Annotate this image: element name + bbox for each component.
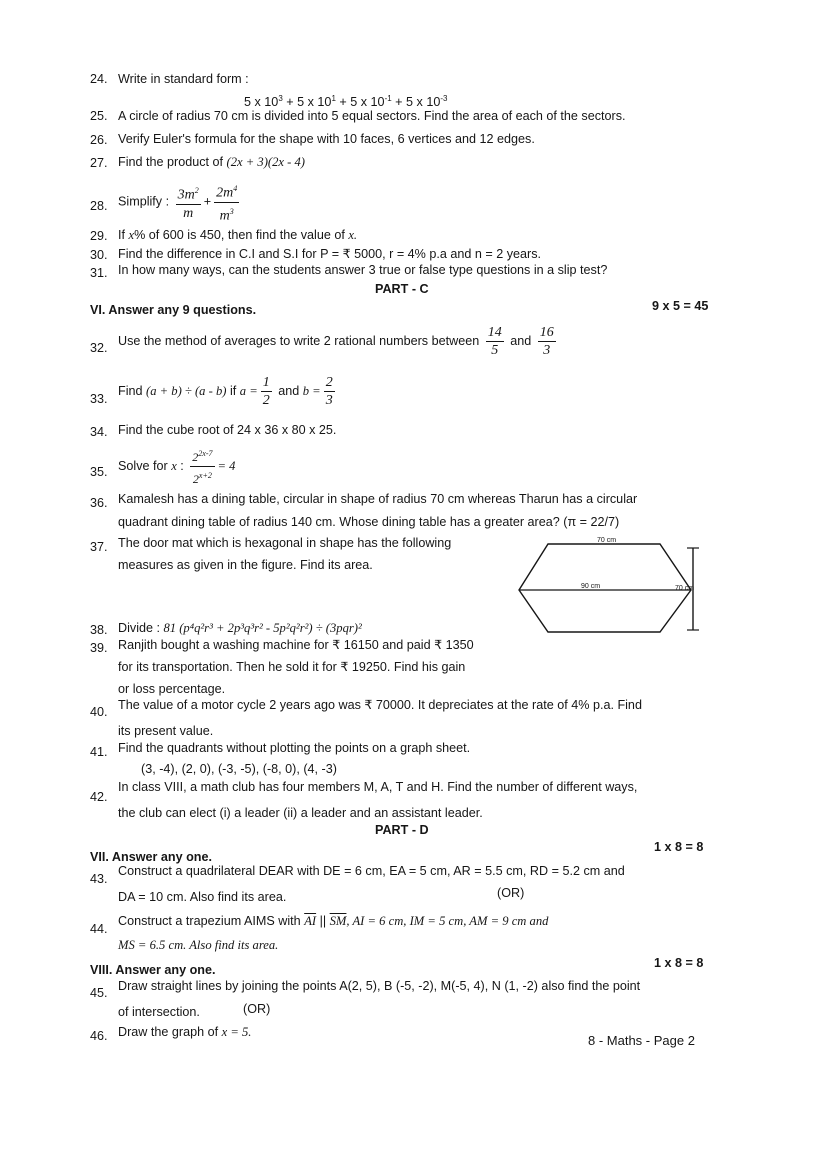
fraction: $\frac{3m^2}{m}$ [176,183,201,221]
question-text: or loss percentage. [118,682,226,696]
question-text: Construct a quadrilateral DEAR with DE = 6 cm, EA = 5 cm, AR = 5.5 cm, RD = 5.2 cm and [118,864,625,878]
question-text: Find the quadrants without plotting the points on a graph sheet. [118,741,471,755]
question-text: MS = 6.5 cm. Also find its area. [118,938,279,952]
question-number: 25. [90,109,108,123]
or-label: (OR) [243,1002,271,1016]
question-number: 27. [90,156,108,170]
or-label: (OR) [497,886,525,900]
question-text: Verify Euler's formula for the shape with 10 faces, 6 vertices and 12 edges. [118,132,535,146]
fraction: $\frac{2m^4}{m^3}$ [214,181,239,223]
section-marks: 1 x 8 = 8 [654,956,704,970]
section-title: PART - C [375,282,429,296]
page-footer: 8 - Maths - Page 2 [588,1033,695,1048]
question-text: In class VIII, a math club has four members M, A, T and H. Find the number of different ways, [118,780,638,794]
hexagon-outline [519,544,691,632]
question-text: The value of a motor cycle 2 years ago was ₹ 70000. It depreciates at the rate of 4% p.a. Find [118,698,642,712]
question-text: its present value. [118,724,214,738]
question-number: 35. [90,465,108,479]
question-text: Find the product of (2x + 3)(2x - 4) [118,155,305,169]
question-text: of intersection. [118,1005,200,1019]
section-marks: 9 x 5 = 45 [652,299,709,313]
question-number: 41. [90,745,108,759]
fraction: $\frac{14}{5}$ [487,325,502,359]
question-text: Solve for x : $\frac{2^{2x-7}}{2^{x+2}}$ = 4 [118,446,235,487]
fraction: $\frac{2}{3}$ [325,375,333,409]
figure-label-middle: 90 cm [581,583,601,590]
question-number: 39. [90,641,108,655]
question-number: 45. [90,986,108,1000]
question-number: 28. [90,199,108,213]
question-number: 26. [90,133,108,147]
question-number: 31. [90,266,108,280]
question-number: 37. [90,540,108,554]
question-text: for its transportation. Then he sold it for ₹ 19250. Find his gain [118,660,466,674]
question-text: The door mat which is hexagonal in shape has the following [118,536,452,550]
section-title: PART - D [375,823,429,837]
question-text: Draw straight lines by joining the points A(2, 5), B (-5, -2), M(-5, 4), N (1, -2) also find the point [118,979,641,993]
section-marks: 1 x 8 = 8 [654,840,704,854]
question-number: 43. [90,872,108,886]
standard-form-expression: 5 x $10^3 + 5$ x $10^1 + 5$ x $10^{-1} + 5$ x $10^{-3}$ [244,94,448,110]
question-number: 30. [90,248,108,262]
question-text: Divide : 81 (p⁴q²r³ + 2p³q³r² - 5p²q²r²) ÷ (3pqr)² [118,621,362,635]
question-number: 32. [90,341,108,355]
question-text: A circle of radius 70 cm is divided into 5 equal sectors. Find the area of each of the sectors. [118,109,626,123]
question-number: 44. [90,922,108,936]
question-number: 38. [90,623,108,637]
simplify-expression: Simplify : $\frac{3m^2}{m}$ + $\frac{2m^4}{m^3}$ [118,181,242,223]
question-number: 40. [90,705,108,719]
question-text: Kamalesh has a dining table, circular in shape of radius 70 cm whereas Tharun has a circular [118,492,638,506]
fraction: $\frac{16}{3}$ [539,325,554,359]
question-text: In how many ways, can the students answer 3 true or false type questions in a slip test? [118,263,608,277]
question-text: quadrant dining table of radius 140 cm. Whose dining table has a greater area? (π = 22/7) [118,515,620,529]
question-text: Use the method of averages to write 2 rational numbers between $\frac{14}{5}$ and $\frac{16}{3}$ [118,325,554,359]
question-text: DA = 10 cm. Also find its area. [118,890,287,904]
section-instruction: VIII. Answer any one. [90,963,216,977]
question-number: 46. [90,1029,108,1043]
question-text: Find the cube root of 24 x 36 x 80 x 25. [118,423,337,437]
question-points: (3, -4), (2, 0), (-3, -5), (-8, 0), (4, -3) [141,762,337,776]
question-text: Find (a + b) ÷ (a - b) if a = $\frac{1}{2}$ and b = $\frac{2}{3}$ [118,375,333,409]
question-number: 33. [90,392,108,406]
question-text: the club can elect (i) a leader (ii) a leader and an assistant leader. [118,806,483,820]
fraction: $\frac{2^{2x-7}}{2^{x+2}}$ [190,446,214,487]
figure-label-top: 70 cm [597,537,617,544]
hexagon-door-mat-figure [515,532,715,638]
question-text: Construct a trapezium AIMS with $\overline{AI}$ || $\overline{SM}$, AI = 6 cm, IM = 5 cm, AM = 9 cm and [118,914,549,928]
question-text: Write in standard form : [118,72,249,86]
question-number: 36. [90,496,108,510]
question-text: If x% of 600 is 450, then find the value of x. [118,228,358,242]
question-number: 24. [90,72,108,86]
question-number: 29. [90,229,108,243]
figure-label-side: 70 cm [675,585,695,592]
section-instruction: VI. Answer any 9 questions. [90,303,257,317]
fraction: $\frac{1}{2}$ [262,375,270,409]
question-number: 34. [90,425,108,439]
section-instruction: VII. Answer any one. [90,850,213,864]
question-text: Draw the graph of x = 5. [118,1025,252,1039]
question-number: 42. [90,790,108,804]
question-text: Find the difference in C.I and S.I for P = ₹ 5000, r = 4% p.a and n = 2 years. [118,247,542,261]
question-text: measures as given in the figure. Find its area. [118,558,373,572]
question-text: Ranjith bought a washing machine for ₹ 16150 and paid ₹ 1350 [118,638,474,652]
